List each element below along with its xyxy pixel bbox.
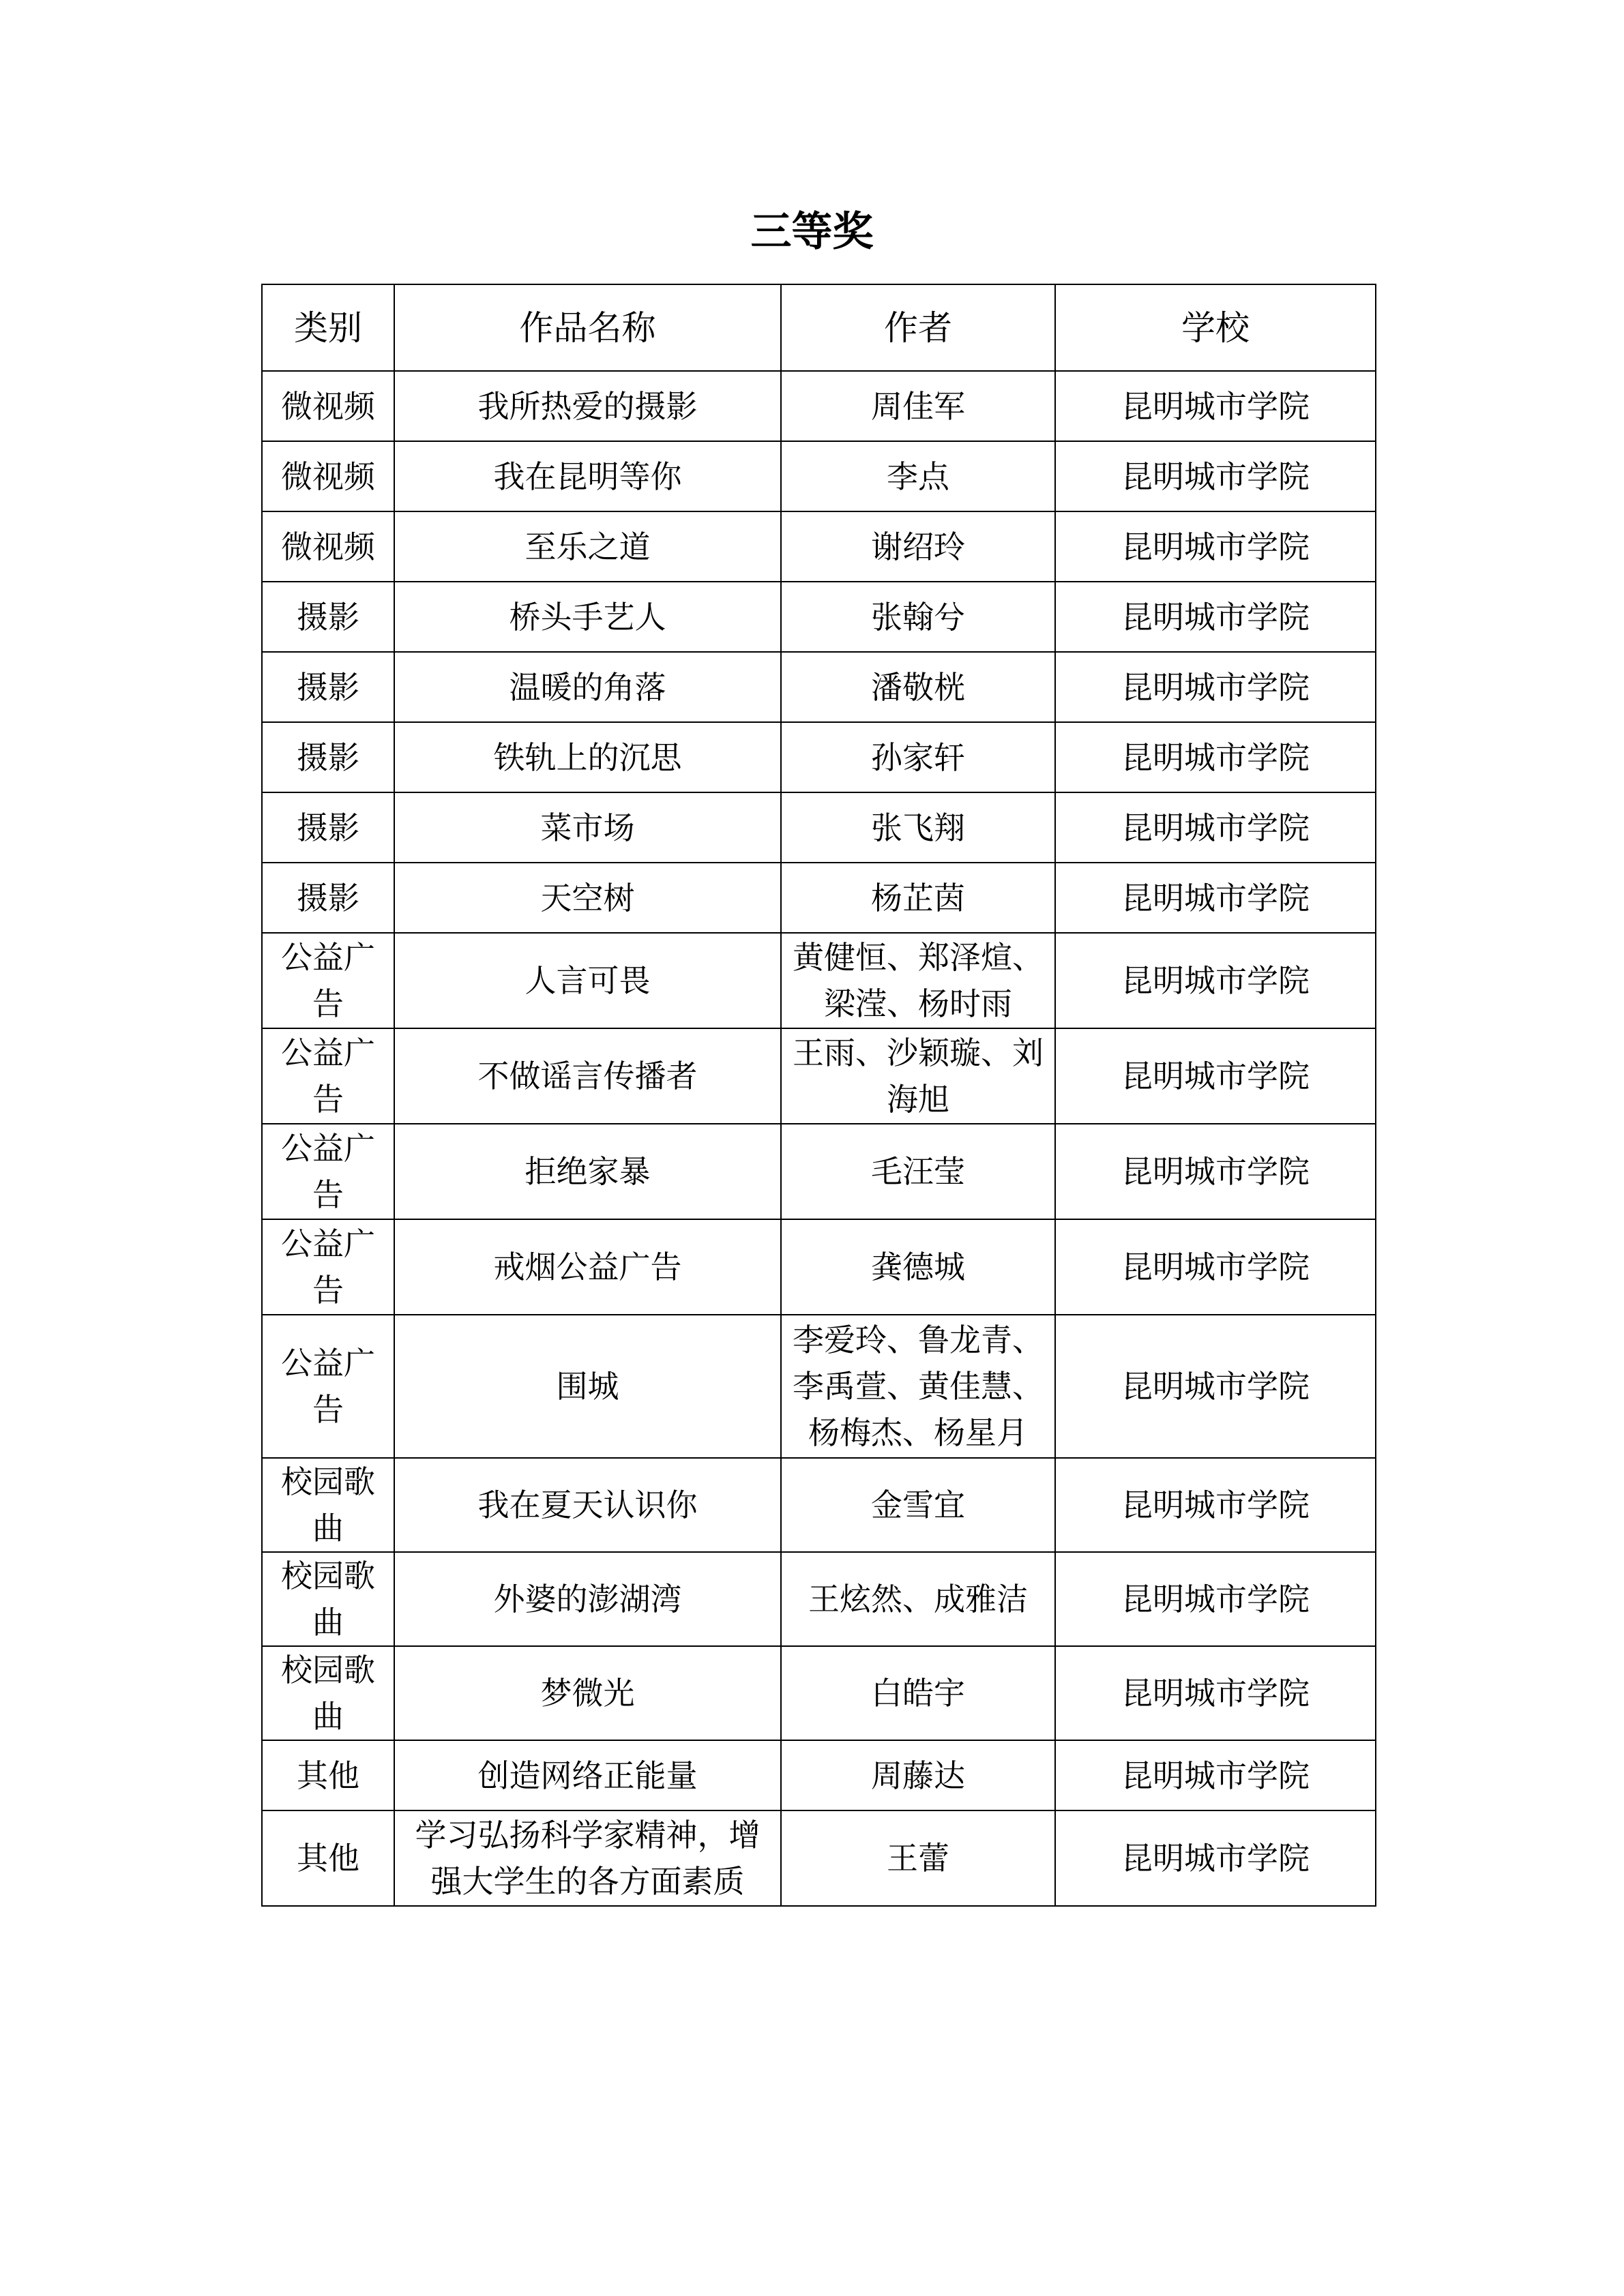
header-author: 作者 (781, 284, 1055, 371)
cell-school: 昆明城市学院 (1055, 1740, 1376, 1810)
cell-author: 杨芷茵 (781, 863, 1055, 933)
cell-category: 摄影 (262, 582, 394, 652)
cell-school: 昆明城市学院 (1055, 511, 1376, 582)
cell-school: 昆明城市学院 (1055, 863, 1376, 933)
cell-work: 拒绝家暴 (394, 1124, 781, 1219)
cell-work: 我在夏天认识你 (394, 1458, 781, 1552)
cell-school: 昆明城市学院 (1055, 1552, 1376, 1646)
cell-work: 天空树 (394, 863, 781, 933)
table-body (262, 371, 1376, 1906)
cell-category: 公益广告 (262, 1028, 394, 1124)
table-row (262, 1028, 1376, 1124)
page-title: 三等奖 (750, 208, 874, 256)
header-category: 类别 (262, 284, 394, 371)
award-table (261, 284, 1376, 1907)
cell-work: 戒烟公益广告 (394, 1219, 781, 1315)
cell-school: 昆明城市学院 (1055, 1124, 1376, 1219)
table-row (262, 371, 1376, 441)
cell-author: 孙家轩 (781, 722, 1055, 792)
cell-category: 摄影 (262, 722, 394, 792)
cell-school: 昆明城市学院 (1055, 582, 1376, 652)
header-work: 作品名称 (394, 284, 781, 371)
table-row (262, 722, 1376, 792)
cell-work: 我在昆明等你 (394, 441, 781, 511)
table-row (262, 863, 1376, 933)
cell-work: 菜市场 (394, 792, 781, 863)
cell-work: 至乐之道 (394, 511, 781, 582)
table-row (262, 933, 1376, 1028)
cell-author: 李点 (781, 441, 1055, 511)
cell-category: 公益广告 (262, 1124, 394, 1219)
cell-work: 桥头手艺人 (394, 582, 781, 652)
cell-category: 摄影 (262, 792, 394, 863)
cell-school: 昆明城市学院 (1055, 441, 1376, 511)
cell-category: 校园歌曲 (262, 1458, 394, 1552)
cell-work: 我所热爱的摄影 (394, 371, 781, 441)
table-row (262, 1552, 1376, 1646)
cell-school: 昆明城市学院 (1055, 1810, 1376, 1906)
cell-author: 王雨、沙颖璇、刘海旭 (781, 1028, 1055, 1124)
cell-author: 王炫然、成雅洁 (781, 1552, 1055, 1646)
cell-school: 昆明城市学院 (1055, 722, 1376, 792)
cell-author: 金雪宜 (781, 1458, 1055, 1552)
table-row (262, 1124, 1376, 1219)
cell-author: 李爱玲、鲁龙青、李禹萱、黄佳慧、杨梅杰、杨星月 (781, 1315, 1055, 1458)
cell-work: 人言可畏 (394, 933, 781, 1028)
cell-author: 黄健恒、郑泽煊、梁滢、杨时雨 (781, 933, 1055, 1028)
cell-author: 毛汪莹 (781, 1124, 1055, 1219)
cell-work: 梦微光 (394, 1646, 781, 1740)
cell-school: 昆明城市学院 (1055, 792, 1376, 863)
cell-author: 张翰兮 (781, 582, 1055, 652)
header-school: 学校 (1055, 284, 1376, 371)
cell-work: 不做谣言传播者 (394, 1028, 781, 1124)
cell-school: 昆明城市学院 (1055, 933, 1376, 1028)
cell-work: 学习弘扬科学家精神，增强大学生的各方面素质 (394, 1810, 781, 1906)
cell-category: 其他 (262, 1810, 394, 1906)
cell-author: 周佳军 (781, 371, 1055, 441)
table-row (262, 1458, 1376, 1552)
cell-school: 昆明城市学院 (1055, 652, 1376, 722)
table-row (262, 1740, 1376, 1810)
cell-category: 微视频 (262, 511, 394, 582)
cell-work: 温暖的角落 (394, 652, 781, 722)
cell-school: 昆明城市学院 (1055, 1458, 1376, 1552)
cell-author: 张飞翔 (781, 792, 1055, 863)
cell-category: 公益广告 (262, 1219, 394, 1315)
cell-category: 校园歌曲 (262, 1646, 394, 1740)
cell-author: 周藤达 (781, 1740, 1055, 1810)
cell-school: 昆明城市学院 (1055, 1219, 1376, 1315)
table-row (262, 652, 1376, 722)
cell-category: 公益广告 (262, 1315, 394, 1458)
cell-author: 白皓宇 (781, 1646, 1055, 1740)
cell-author: 龚德城 (781, 1219, 1055, 1315)
cell-work: 铁轨上的沉思 (394, 722, 781, 792)
table-row (262, 1646, 1376, 1740)
cell-category: 其他 (262, 1740, 394, 1810)
cell-school: 昆明城市学院 (1055, 371, 1376, 441)
cell-category: 微视频 (262, 441, 394, 511)
cell-category: 校园歌曲 (262, 1552, 394, 1646)
cell-author: 谢绍玲 (781, 511, 1055, 582)
cell-school: 昆明城市学院 (1055, 1646, 1376, 1740)
cell-author: 潘敬桄 (781, 652, 1055, 722)
table-row (262, 582, 1376, 652)
cell-category: 微视频 (262, 371, 394, 441)
table-row (262, 1810, 1376, 1906)
table-row (262, 1315, 1376, 1458)
cell-category: 公益广告 (262, 933, 394, 1028)
cell-work: 围城 (394, 1315, 781, 1458)
table-row (262, 792, 1376, 863)
cell-work: 创造网络正能量 (394, 1740, 781, 1810)
cell-author: 王蕾 (781, 1810, 1055, 1906)
cell-school: 昆明城市学院 (1055, 1315, 1376, 1458)
cell-school: 昆明城市学院 (1055, 1028, 1376, 1124)
cell-category: 摄影 (262, 652, 394, 722)
header-row (262, 284, 1376, 371)
cell-work: 外婆的澎湖湾 (394, 1552, 781, 1646)
table-row (262, 1219, 1376, 1315)
table-row (262, 511, 1376, 582)
table-row (262, 441, 1376, 511)
cell-category: 摄影 (262, 863, 394, 933)
